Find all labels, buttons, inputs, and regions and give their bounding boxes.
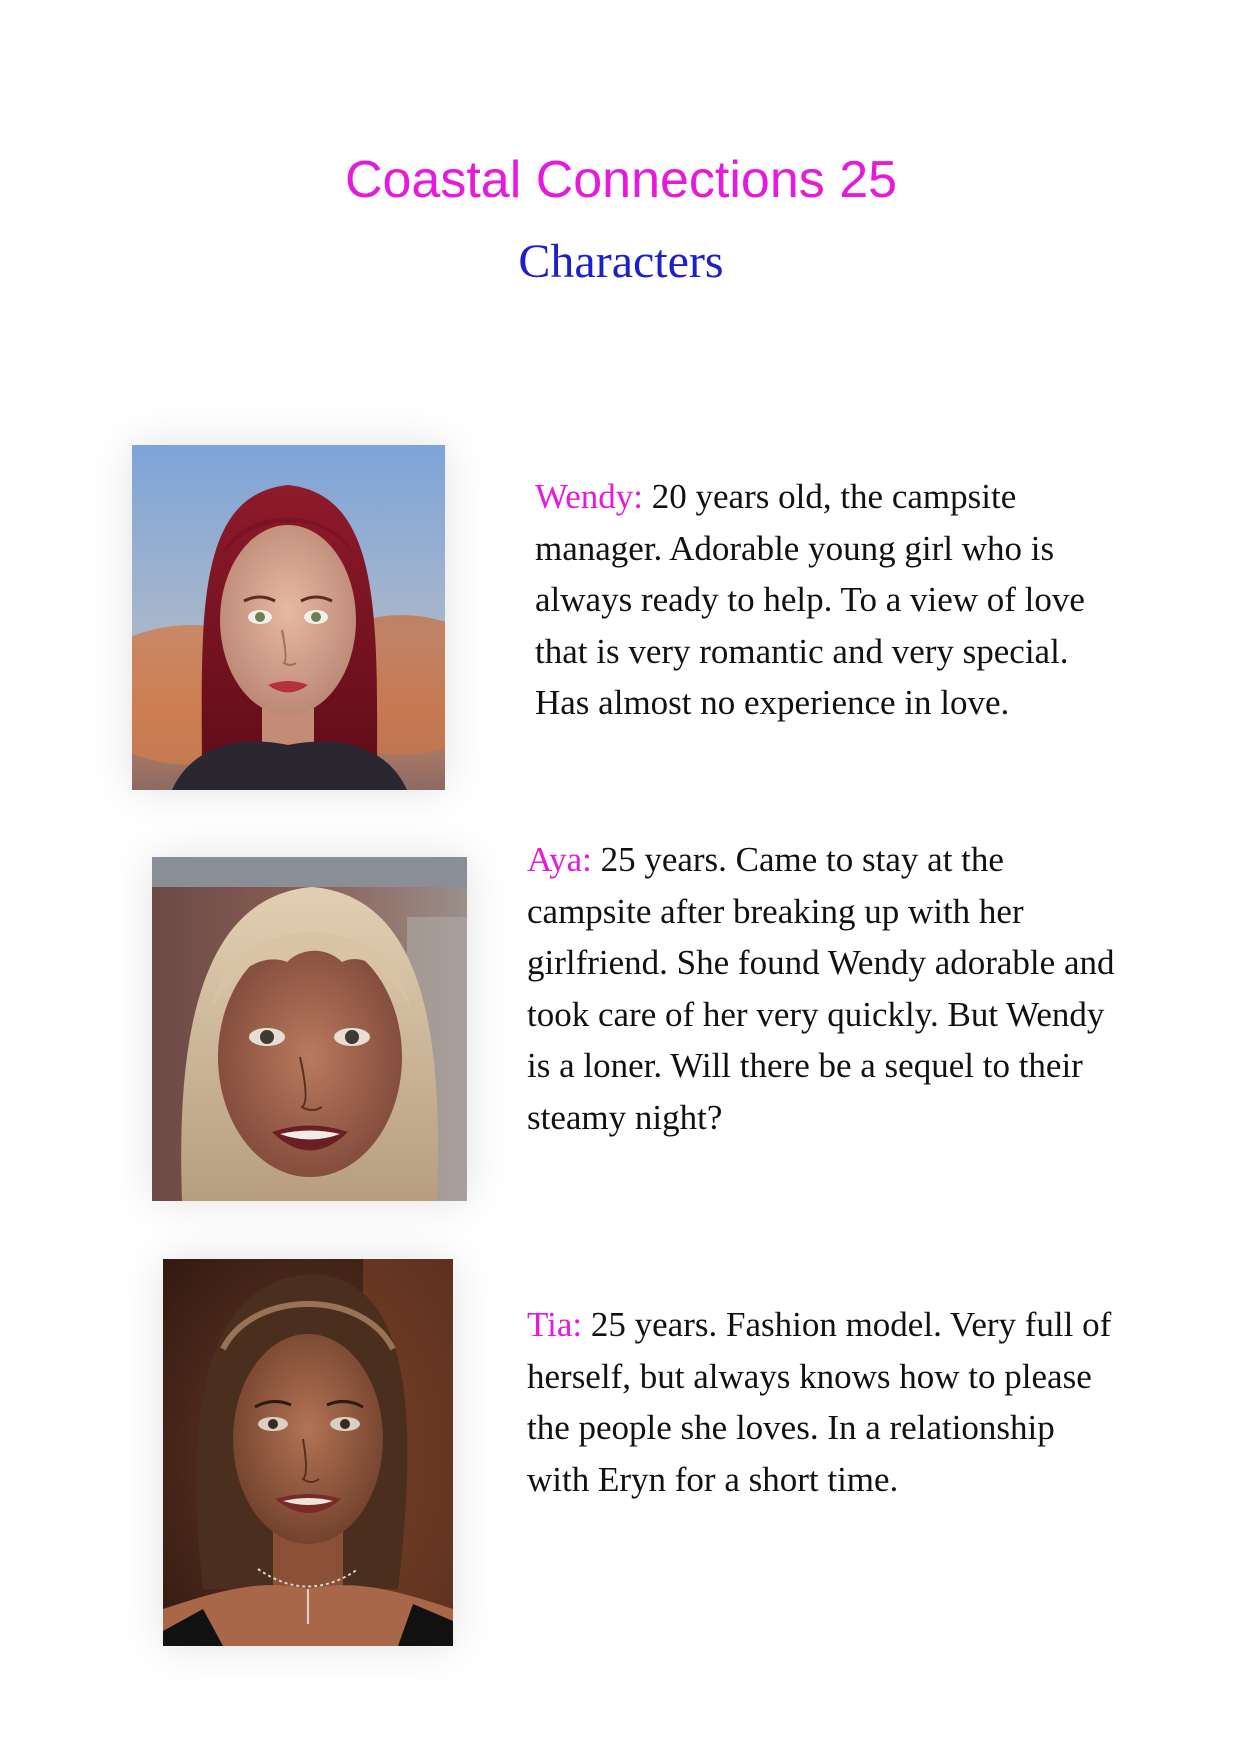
document-title: Coastal Connections 25 xyxy=(344,151,898,209)
character-description-tia: 25 years. Fashion model. Very full of herself, but always knows how to please the people she loves. In a relationship with Eryn for a short time. xyxy=(527,1305,1112,1499)
character-description-aya: 25 years. Came to stay at the campsite after breaking up with her girlfriend. She found Wendy adorable and took care of her very quickly. But Wendy is a loner. Will there be a sequel to their steamy night? xyxy=(527,840,1115,1137)
character-bio-tia xyxy=(527,1299,1117,1505)
wendy-portrait-image xyxy=(132,445,445,790)
character-name-wendy: Wendy: xyxy=(535,477,643,516)
character-name-tia: Tia: xyxy=(527,1305,583,1344)
section-subtitle: Characters xyxy=(518,235,724,288)
character-description-wendy: 20 years old, the campsite manager. Adorable young girl who is always ready to help. To a view of love that is very romantic and very special. Has almost no experience in love. xyxy=(535,477,1085,723)
character-bio-wendy xyxy=(535,471,1125,729)
character-bio-aya xyxy=(527,834,1117,1144)
tia-portrait-image xyxy=(163,1259,453,1646)
character-name-aya: Aya: xyxy=(527,840,592,879)
aya-portrait-image xyxy=(152,857,467,1201)
